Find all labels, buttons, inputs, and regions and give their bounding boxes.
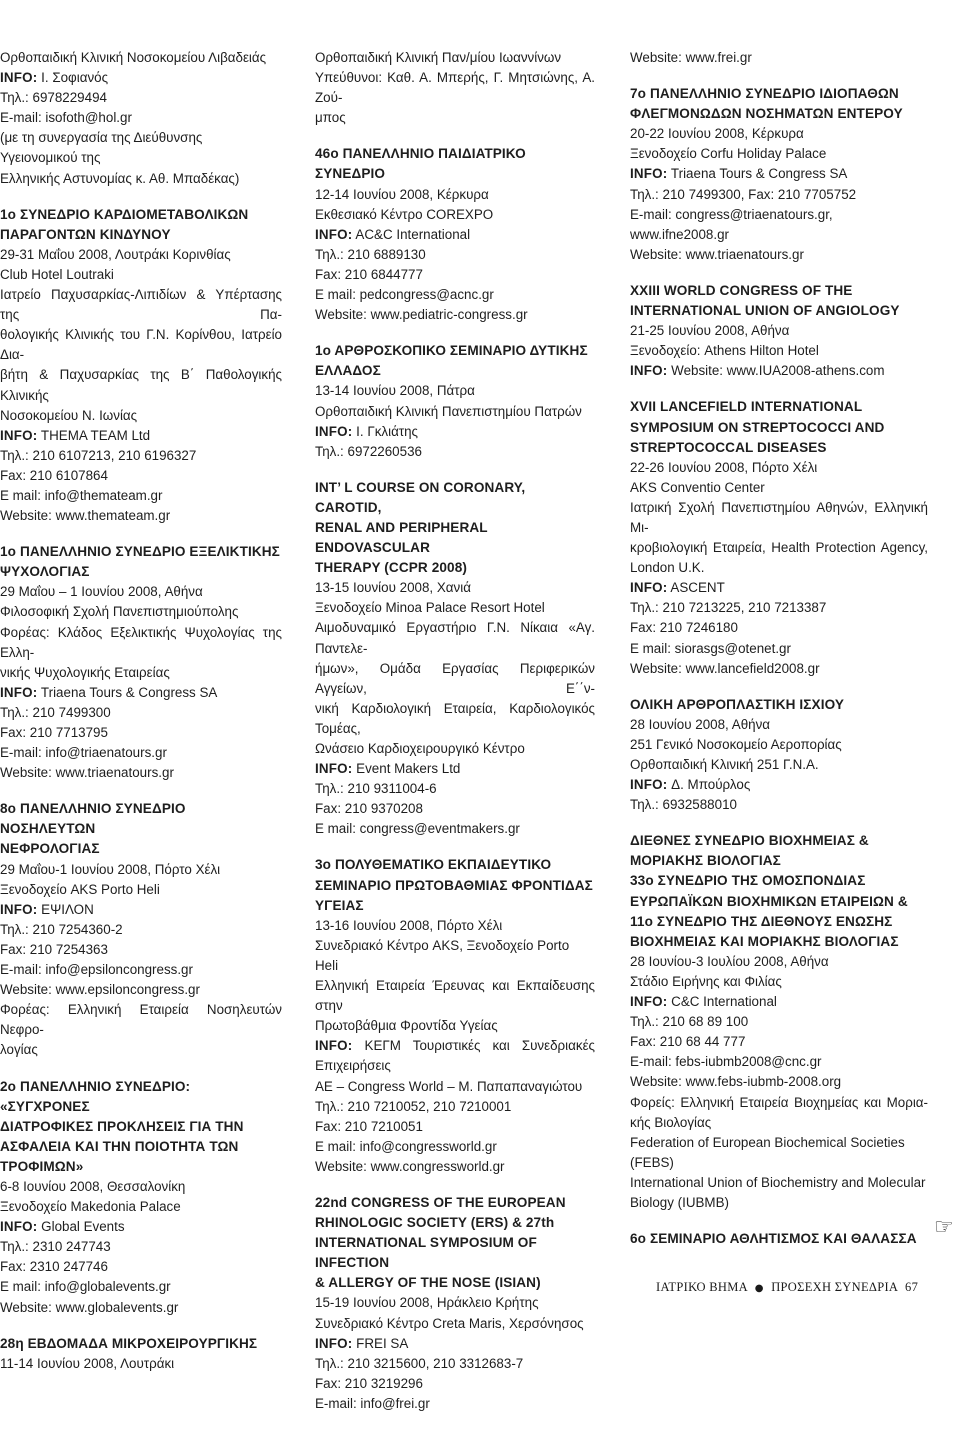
info-value: ΕΨΙΛΟΝ [37, 901, 94, 917]
event-detail-line: 29 Μαΐου – 1 Ιουνίου 2008, Αθήνα [0, 584, 203, 600]
event-entry [0, 1077, 282, 1318]
info-label: INFO: [0, 684, 38, 700]
event-entry [315, 1193, 595, 1414]
event-detail-line [630, 164, 928, 184]
event-detail-line: ήμων», Ομάδα Εργασίας Περιφερικών Αγγείων, Ε΄΄ν- [315, 660, 595, 696]
info-label: INFO: [630, 363, 668, 379]
event-detail-line: Website: www.triaenatours.gr [630, 246, 804, 262]
event-title: XVII LANCEFIELD INTERNATIONAL [630, 399, 863, 415]
event-detail-line: Στάδιο Ειρήνης και Φιλίας [630, 973, 782, 989]
event-detail-line: νική Καρδιολογική Εταιρεία, Καρδιολογικός Τομέας, [315, 700, 595, 736]
info-label: INFO: [630, 777, 668, 793]
event-detail-line: Federation of European Biochemical Societies (FEBS) [630, 1134, 905, 1170]
event-detail-line: 28 Ιουνίου 2008, Αθήνα [630, 716, 771, 732]
event-entry [315, 855, 595, 1177]
event-detail-line: Ιατρείο Παχυσαρκίας-Λιπιδίων & Υπέρτασης της Πα- [0, 287, 282, 323]
info-value: FREI SA [352, 1335, 409, 1351]
info-label: INFO: [315, 1038, 353, 1054]
info-value: Δ. Μπούρλος [667, 777, 751, 793]
event-detail-line: 251 Γενικό Νοσοκομείο Αεροπορίας [630, 736, 842, 752]
event-title: ΠΑΡΑΓΟΝΤΩΝ ΚΙΝΔΥΝΟΥ [0, 226, 171, 242]
event-detail-line: Ελληνικής Αστυνομίας κ. Αθ. Μπαδέκας) [0, 170, 240, 186]
info-label: INFO: [0, 1219, 38, 1235]
event-title: 22nd CONGRESS OF THE EUROPEAN [315, 1194, 566, 1210]
event-detail-line: Πρωτοβάθμια Φροντίδα Υγείας [315, 1018, 498, 1034]
event-detail-line: 15-19 Ιουνίου 2008, Ηράκλειο Κρήτης [315, 1295, 539, 1311]
event-detail-line: Τηλ.: 6978229494 [0, 90, 107, 106]
event-detail-line: Fax: 210 7713795 [0, 725, 108, 740]
event-detail-line: Website: www.epsiloncongress.gr [0, 982, 200, 998]
event-title: 46ο ΠΑΝΕΛΛΗΝΙΟ ΠΑΙΔΙΑΤΡΙΚΟ ΣΥΝΕΔΡΙΟ [315, 146, 526, 182]
info-label: INFO: [315, 423, 353, 439]
event-title: INTERNATIONAL SYMPOSIUM OF INFECTION [315, 1235, 537, 1271]
info-label: INFO: [630, 166, 668, 182]
event-detail-line: Συνεδριακό Κέντρο Creta Maris, Χερσόνησος [315, 1315, 584, 1331]
event-detail-line: E-mail: congress@triaenatours.gr, www.ifne2008.gr [630, 206, 833, 242]
event-title: RENAL AND PERIPHERAL ENDOVASCULAR [315, 519, 488, 556]
event-title: ΒΙΟΧΗΜΕΙΑΣ ΚΑΙ ΜΟΡΙΑΚΗΣ ΒΙΟΛΟΓΙΑΣ [630, 933, 899, 949]
event-title: 1ο ΣΥΝΕΔΡΙΟ ΚΑΡΔΙΟΜΕΤΑΒΟΛΙΚΩΝ [0, 206, 249, 222]
event-detail-line: E-mail: info@epsiloncongress.gr [0, 962, 193, 978]
event-entry [630, 831, 928, 1213]
event-detail-line: 21-25 Ιουνίου 2008, Αθήνα [630, 323, 790, 339]
event-detail-line: Ξενοδοχείο Minoa Palace Resort Hotel [315, 600, 545, 616]
event-detail-line: 29 Μαΐου-1 Ιουνίου 2008, Πόρτο Χέλι [0, 861, 221, 877]
event-detail-line: Ορθοπαιδική Κλινική Παν/μίου Ιωαννίνων [315, 50, 562, 65]
event-detail-line [315, 759, 595, 779]
event-detail-line: Τηλ.: 210 6889130 [315, 246, 426, 262]
event-detail-line [0, 1217, 282, 1237]
event-title: 11ο ΣΥΝΕΔΡΙΟ ΤΗΣ ΔΙΕΘΝΟΥΣ ΕΝΩΣΗΣ [630, 913, 893, 929]
event-entry [630, 1229, 928, 1249]
event-detail-line [315, 422, 595, 442]
event-detail-line [315, 1334, 595, 1354]
event-title: ΑΣΦΑΛΕΙΑ ΚΑΙ ΤΗΝ ΠΟΙΟΤΗΤΑ ΤΩΝ [0, 1138, 239, 1154]
event-detail-line: Τηλ.: 210 7210052, 210 7210001 [315, 1098, 512, 1114]
column-1 [0, 48, 282, 1390]
event-entry [0, 542, 282, 783]
event-detail-line: 22-26 Ιουνίου 2008, Πόρτο Χέλι [630, 459, 818, 475]
event-detail-line: Ορθοπαιδική Κλινική Νοσοκομείου Λιβαδειάς [0, 50, 267, 65]
page-number: 67 [905, 1280, 919, 1294]
event-detail-line: E mail: siorasgs@otenet.gr [630, 640, 791, 656]
event-detail-line [0, 683, 282, 703]
event-title: 6ο ΣΕΜΙΝΑΡΙΟ ΑΘΛΗΤΙΣΜΟΣ ΚΑΙ ΘΑΛΑΣΣΑ [630, 1231, 917, 1247]
event-detail-line: θολογικής Κλινικής του Γ.Ν. Κορίνθου, Ιατρείο Δια- [0, 327, 282, 363]
event-detail-line: Τηλ.: 6972260536 [315, 443, 422, 459]
event-title: 33ο ΣΥΝΕΔΡΙΟ ΤΗΣ ΟΜΟΣΠΟΝΔΙΑΣ [630, 873, 866, 889]
event-detail-line [315, 1036, 595, 1076]
event-detail-line: Ξενοδοχείο Makedonia Palace [0, 1199, 181, 1215]
event-detail-line: E-mail: isofoth@hol.gr [0, 110, 132, 126]
event-detail-line: 13-15 Ιουνίου 2008, Χανιά [315, 580, 471, 596]
event-detail-line: Website: www.congressworld.gr [315, 1158, 505, 1174]
event-detail-line [630, 361, 928, 381]
event-title: THERAPY (CCPR 2008) [315, 560, 467, 576]
info-label: INFO: [315, 1335, 353, 1351]
event-detail-line: Τηλ.: 210 9311004-6 [315, 781, 437, 797]
event-detail-line: Fax: 210 3219296 [315, 1375, 423, 1391]
event-detail-line: London U.K. [630, 560, 705, 576]
event-detail-line [630, 578, 928, 598]
event-detail-line [630, 775, 928, 795]
event-entry [315, 144, 595, 325]
event-title: ΔΙΕΘΝΕΣ ΣΥΝΕΔΡΙΟ ΒΙΟΧΗΜΕΙΑΣ & [630, 833, 869, 849]
event-detail-line: μπος [315, 110, 346, 126]
info-value: THEMA TEAM Ltd [37, 427, 151, 443]
event-detail-line: Website: www.lancefield2008.gr [630, 660, 820, 676]
event-detail-line: E-mail: info@triaenatours.gr [0, 745, 167, 761]
info-label: INFO: [315, 761, 353, 777]
event-detail-line: E-mail: info@frei.gr [315, 1395, 430, 1411]
event-detail-line [0, 900, 282, 920]
info-value: AC&C International [352, 226, 471, 242]
event-detail-line: AKS Conventio Center [630, 479, 765, 495]
event-detail-line: 13-16 Ιουνίου 2008, Πόρτο Χέλι [315, 917, 503, 933]
event-detail-line: 11-14 Ιουνίου 2008, Λουτράκι [0, 1355, 175, 1371]
event-detail-line: Website: www.febs-iubmb-2008.org [630, 1074, 842, 1090]
event-detail-line: Τηλ.: 210 7499300, Fax: 210 7705752 [630, 186, 857, 202]
event-detail-line: (με τη συνεργασία της Διεύθυνσης Υγειονομικού της [0, 130, 203, 166]
event-detail-line: Website: www.frei.gr [630, 50, 752, 65]
event-detail-line: Ωνάσειο Καρδιοχειρουργικό Κέντρο [315, 741, 525, 756]
event-detail-line: 29-31 Μαΐου 2008, Λουτράκι Κορινθίας [0, 246, 231, 262]
event-title: 7ο ΠΑΝΕΛΛΗΝΙΟ ΣΥΝΕΔΡΙΟ ΙΔΙΟΠΑΘΩΝ [630, 86, 899, 102]
event-detail-line: κροβιολογική Εταιρεία, Health Protection Agency, [630, 540, 928, 556]
event-detail-line: Ορθοπαιδική Κλινική Πανεπιστημίου Πατρών [315, 403, 582, 419]
event-detail-line: Club Hotel Loutraki [0, 266, 114, 282]
event-detail-line: Fax: 210 7210051 [315, 1118, 423, 1134]
event-detail-line: E mail: info@globalevents.gr [0, 1279, 171, 1295]
info-value: Ι. Σοφιανός [37, 70, 109, 86]
event-detail-line: Website: www.triaenatours.gr [0, 765, 174, 781]
event-detail-line: E mail: info@themateam.gr [0, 487, 163, 503]
event-detail-line [0, 426, 282, 446]
event-detail-line: Fax: 210 6107864 [0, 467, 108, 483]
event-detail-line: E-mail: febs-iubmb2008@cnc.gr [630, 1054, 822, 1070]
continued-entry [630, 48, 928, 68]
event-detail-line: 28 Ιουνίου-3 Ιουλίου 2008, Αθήνα [630, 953, 829, 969]
info-value: Global Events [37, 1219, 125, 1235]
event-title: ΟΛΙΚΗ ΑΡΘΡΟΠΛΑΣΤΙΚΗ ΙΣΧΙΟΥ [630, 696, 845, 712]
event-title: ΕΥΡΩΠΑΪΚΩΝ ΒΙΟΧΗΜΙΚΩΝ ΕΤΑΙΡΕΙΩΝ & [630, 893, 908, 909]
event-title: RHINOLOGIC SOCIETY (ERS) & 27th [315, 1215, 555, 1231]
event-detail-line: Ελληνική Εταιρεία Έρευνας και Εκπαίδευσης στην [315, 978, 595, 1014]
event-detail-line: Τηλ.: 210 68 89 100 [630, 1014, 749, 1030]
event-detail-line: Ξενοδοχείο Corfu Holiday Palace [630, 146, 827, 162]
event-title: ΕΛΛΑΔΟΣ [315, 363, 381, 379]
event-detail-line: Fax: 210 7246180 [630, 620, 738, 636]
info-value: C&C International [667, 994, 777, 1010]
info-value: ASCENT [667, 580, 725, 596]
event-title: INTERNATIONAL UNION OF ANGIOLOGY [630, 303, 900, 319]
event-detail-line: Ιατρική Σχολή Πανεπιστημίου Αθηνών, Ελληνική Μι- [630, 499, 928, 535]
event-detail-line: Τηλ.: 210 3215600, 210 3312683-7 [315, 1355, 524, 1371]
event-detail-line: International Union of Biochemistry and Molecular [630, 1174, 926, 1190]
event-detail-line: 12-14 Ιουνίου 2008, Κέρκυρα [315, 186, 489, 202]
event-detail-line: Fax: 210 68 44 777 [630, 1034, 746, 1050]
event-entry [315, 341, 595, 462]
event-detail-line: 20-22 Ιουνίου 2008, Κέρκυρα [630, 126, 804, 142]
event-detail-line [0, 68, 282, 88]
event-detail-line: λογίας [0, 1042, 38, 1058]
event-title: 1ο ΑΡΘΡΟΣΚΟΠΙΚΟ ΣΕΜΙΝΑΡΙΟ ΔΥΤΙΚΗΣ [315, 343, 588, 359]
continued-entry [315, 48, 595, 128]
event-entry [0, 799, 282, 1060]
event-detail-line: Fax: 2310 247746 [0, 1259, 108, 1275]
event-title: ΥΓΕΙΑΣ [315, 897, 364, 913]
info-label: INFO: [0, 901, 38, 917]
event-detail-line: E mail: pedcongress@acnc.gr [315, 287, 494, 303]
info-value: Triaena Tours & Congress SA [667, 166, 848, 182]
event-detail-line: Αιμοδυναμικό Εργαστήριο Γ.Ν. Νίκαια «Αγ. Παντελε- [315, 620, 595, 656]
event-detail-line: Φιλοσοφική Σχολή Πανεπιστημιούπολης [0, 604, 239, 620]
event-detail-line: ΑΕ – Congress World – Μ. Παπαπαναγιώτου [315, 1078, 583, 1094]
event-title: ΔΙΑΤΡΟΦΙΚΕΣ ΠΡΟΚΛΗΣΕΙΣ ΓΙΑ ΤΗΝ [0, 1118, 244, 1134]
event-detail-line: Φορέας: Κλάδος Εξελικτικής Ψυχολογίας της Ελλη- [0, 624, 282, 660]
event-title: 2ο ΠΑΝΕΛΛΗΝΙΟ ΣΥΝΕΔΡΙΟ: «ΣΥΓΧΡΟΝΕΣ [0, 1078, 191, 1114]
event-detail-line: Τηλ.: 210 7499300 [0, 704, 111, 720]
event-title: ΝΕΦΡΟΛΟΓΙΑΣ [0, 841, 100, 857]
info-value: Website: www.IUA2008-athens.com [667, 363, 885, 379]
event-entry [630, 84, 928, 265]
event-detail-line: νικής Ψυχολογικής Εταιρείας [0, 664, 170, 680]
column-2 [315, 48, 595, 1430]
event-entry [630, 695, 928, 816]
event-detail-line: Fax: 210 6844777 [315, 266, 423, 282]
event-detail-line: Website: www.pediatric-congress.gr [315, 307, 528, 323]
event-detail-line: Biology (IUBMB) [630, 1194, 729, 1210]
event-detail-line: Τηλ.: 210 6107213, 210 6196327 [0, 447, 197, 463]
event-title: ΣΕΜΙΝΑΡΙΟ ΠΡΩΤΟΒΑΘΜΙΑΣ ΦΡΟΝΤΙΔΑΣ [315, 877, 593, 893]
event-title: & ALLERGY OF THE NOSE (ISIAN) [315, 1275, 541, 1291]
event-detail-line: Νοσοκομείου Ν. Ιωνίας [0, 407, 138, 423]
event-detail-line [315, 225, 595, 245]
footer-separator: ● [754, 1283, 764, 1294]
event-title: INT’ L COURSE ON CORONARY, CAROTID, [315, 479, 526, 515]
event-detail-line: Fax: 210 9370208 [315, 801, 423, 817]
event-detail-line [630, 992, 928, 1012]
event-title: STREPTOCOCCAL DISEASES [630, 439, 827, 455]
event-entry [0, 1334, 282, 1374]
event-detail-line: Συνεδριακό Κέντρο AKS, Ξενοδοχείο Porto Heli [315, 937, 570, 973]
event-title: ΤΡΟΦΙΜΩΝ» [0, 1158, 84, 1174]
info-value: ΚΕΓΜ Τουριστικές και Συνεδριακές Επιχειρήσεις [315, 1038, 595, 1074]
info-value: Triaena Tours & Congress SA [37, 684, 218, 700]
event-detail-line: Website: www.globalevents.gr [0, 1299, 179, 1315]
page-footer [656, 1280, 918, 1296]
event-detail-line: Τηλ.: 210 7254360-2 [0, 921, 123, 937]
event-detail-line: Ορθοπαιδική Κλινική 251 Γ.Ν.Α. [630, 757, 819, 772]
event-detail-line: 13-14 Ιουνίου 2008, Πάτρα [315, 383, 475, 399]
event-detail-line: Τηλ.: 210 7213225, 210 7213387 [630, 600, 827, 616]
info-label: INFO: [0, 427, 38, 443]
event-title: 28η ΕΒΔΟΜΑΔΑ ΜΙΚΡΟΧΕΙΡΟΥΡΓΙΚΗΣ [0, 1335, 258, 1351]
event-title: 8ο ΠΑΝΕΛΛΗΝΙΟ ΣΥΝΕΔΡΙΟ ΝΟΣΗΛΕΥΤΩΝ [0, 801, 186, 837]
info-label: INFO: [630, 580, 668, 596]
event-title: ΜΟΡΙΑΚΗΣ ΒΙΟΛΟΓΙΑΣ [630, 853, 781, 869]
event-detail-line: Φορείς: Ελληνική Εταιρεία Βιοχημείας και Μορια- [630, 1094, 928, 1110]
event-detail-line: E mail: congress@eventmakers.gr [315, 821, 520, 837]
info-label: INFO: [630, 994, 668, 1010]
event-entry [630, 397, 928, 678]
event-entry [0, 205, 282, 527]
event-entry [315, 478, 595, 840]
event-detail-line: Ξενοδοχείο: Athens Hilton Hotel [630, 343, 819, 359]
event-detail-line: Εκθεσιακό Κέντρο COREXPO [315, 206, 494, 222]
info-value: Event Makers Ltd [352, 761, 461, 777]
event-title: 3ο ΠΟΛΥΘΕΜΑΤΙΚΟ ΕΚΠΑΙΔΕΥΤΙΚΟ [315, 857, 552, 873]
event-title: ΨΥΧΟΛΟΓΙΑΣ [0, 564, 90, 580]
info-value: Ι. Γκλιάτης [352, 423, 419, 439]
event-detail-line: Τηλ.: 2310 247743 [0, 1239, 111, 1255]
column-3 [630, 48, 928, 1265]
event-detail-line: Τηλ.: 6932588010 [630, 797, 737, 813]
hand-pointing-right-icon: ☞ [934, 1214, 954, 1239]
event-detail-line: E mail: info@congressworld.gr [315, 1138, 497, 1154]
event-title: SYMPOSIUM ON STREPTOCOCCI AND [630, 419, 885, 435]
event-detail-line: Ξενοδοχείο AKS Porto Heli [0, 881, 160, 897]
event-title: XXIII WORLD CONGRESS OF THE [630, 282, 853, 298]
event-detail-line: Φορέας: Ελληνική Εταιρεία Νοσηλευτών Νεφρο- [0, 1002, 282, 1038]
section-name: ΠΡΟΣΕΧΗ ΣΥΝΕΔΡΙΑ [771, 1280, 898, 1294]
event-detail-line: βήτη & Παχυσαρκίας της Β΄ Παθολογικής Κλινικής [0, 367, 282, 403]
event-title: 1ο ΠΑΝΕΛΛΗΝΙΟ ΣΥΝΕΔΡΙΟ ΕΞΕΛΙΚΤΙΚΗΣ [0, 544, 280, 560]
event-detail-line: Υπεύθυνοι: Καθ. Α. Μπερής, Γ. Μητσιώνης, Α. Ζού- [315, 70, 595, 106]
magazine-name: ΙΑΤΡΙΚΟ ΒΗΜΑ [656, 1280, 748, 1294]
continued-entry [0, 48, 282, 189]
event-title: ΦΛΕΓΜΟΝΩΔΩΝ ΝΟΣΗΜΑΤΩΝ ΕΝΤΕΡΟΥ [630, 106, 903, 122]
event-entry [630, 281, 928, 381]
info-label: INFO: [0, 70, 38, 86]
event-detail-line: Fax: 210 7254363 [0, 941, 108, 957]
event-detail-line: κής Βιολογίας [630, 1114, 712, 1130]
event-detail-line: 6-8 Ιουνίου 2008, Θεσσαλονίκη [0, 1178, 186, 1194]
info-label: INFO: [315, 226, 353, 242]
event-detail-line: Website: www.themateam.gr [0, 508, 171, 524]
